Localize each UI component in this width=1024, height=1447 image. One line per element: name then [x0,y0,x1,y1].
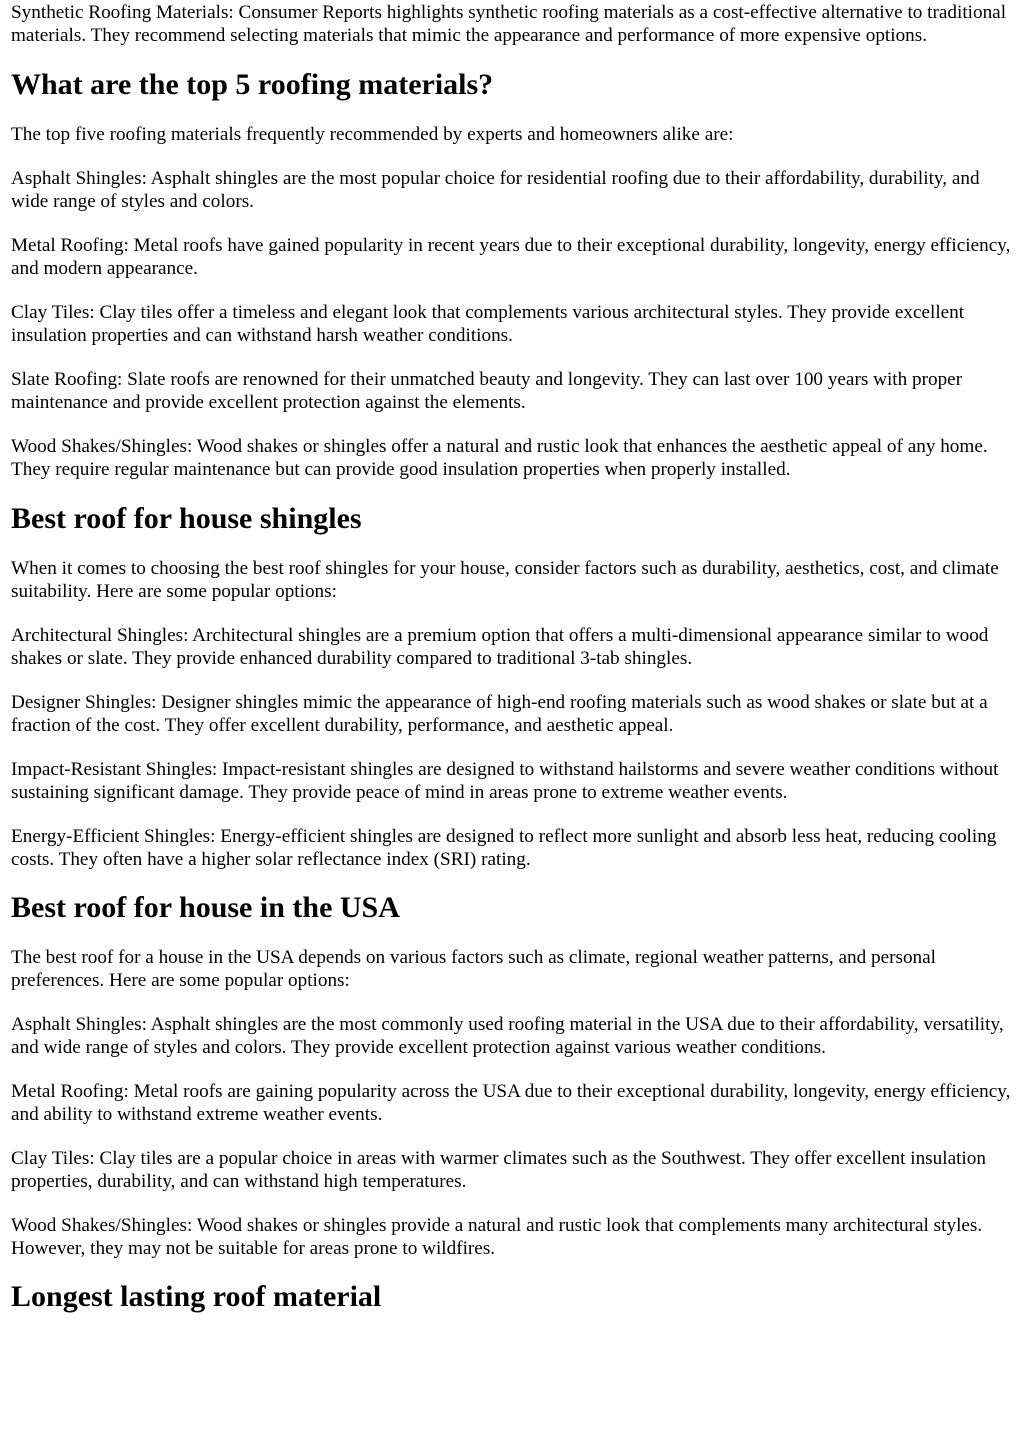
heading-best-roof-shingles: Best roof for house shingles [11,502,362,535]
top5-slate-roofing-paragraph: Slate Roofing: Slate roofs are renowned for their unmatched beauty and longevity. They can last over 100 years with proper maintenance and provide excellent protection against the elements. [11,369,963,413]
top5-metal-roofing-paragraph: Metal Roofing: Metal roofs have gained popularity in recent years due to their exceptional durability, longevity, energy efficiency, and modern appearance. [11,235,1011,279]
section-top-5-roofing-materials [11,123,1012,481]
heading-top-5-roofing-materials: What are the top 5 roofing materials? [11,68,494,101]
usa-intro-paragraph: The best roof for a house in the USA depends on various factors such as climate, regional weather patterns, and personal preferences. Here are some popular options: [11,947,936,991]
shingles-designer-paragraph: Designer Shingles: Designer shingles mimic the appearance of high-end roofing materials such as wood shakes or slate but at a fraction of the cost. They offer excellent durability, performance, and aesthetic appeal. [11,692,988,736]
section-best-roof-shingles [11,557,1012,871]
top5-asphalt-shingles-paragraph: Asphalt Shingles: Asphalt shingles are the most popular choice for residential roofing due to their affordability, durability, and wide range of styles and colors. [11,168,980,212]
article [11,1,1012,1316]
shingles-intro-paragraph: When it comes to choosing the best roof shingles for your house, consider factors such as durability, aesthetics, cost, and climate suitability. Here are some popular options: [11,558,999,602]
top5-intro-paragraph: The top five roofing materials frequently recommended by experts and homeowners alike are: [11,124,734,145]
section-best-roof-usa [11,946,1012,1260]
usa-asphalt-shingles-paragraph: Asphalt Shingles: Asphalt shingles are the most commonly used roofing material in the USA due to their affordability, versatility, and wide range of styles and colors. They provide excellent protection against various weather conditions. [11,1014,1004,1058]
synthetic-roofing-paragraph: Synthetic Roofing Materials: Consumer Reports highlights synthetic roofing materials as a cost-effective alternative to traditional materials. They recommend selecting materials that mimic the appearance and performance of more expensive options. [11,2,1007,46]
shingles-energy-efficient-paragraph: Energy-Efficient Shingles: Energy-efficient shingles are designed to reflect more sunlight and absorb less heat, reducing cooling costs. They often have a higher solar reflectance index (SRI) rating. [11,826,997,870]
shingles-impact-resistant-paragraph: Impact-Resistant Shingles: Impact-resistant shingles are designed to withstand hailstorms and severe weather conditions without sustaining significant damage. They provide peace of mind in areas prone to extreme weather events. [11,759,999,803]
heading-best-roof-usa: Best roof for house in the USA [11,891,400,924]
usa-clay-tiles-paragraph: Clay Tiles: Clay tiles are a popular choice in areas with warmer climates such as the Southwest. They offer excellent insulation properties, durability, and can withstand high temperatures. [11,1148,986,1192]
usa-metal-roofing-paragraph: Metal Roofing: Metal roofs are gaining popularity across the USA due to their exceptional durability, longevity, energy efficiency, and ability to withstand extreme weather events. [11,1081,1011,1125]
heading-longest-lasting-roof: Longest lasting roof material [11,1280,382,1313]
top5-clay-tiles-paragraph: Clay Tiles: Clay tiles offer a timeless and elegant look that complements various architectural styles. They provide excellent insulation properties and can withstand harsh weather conditions. [11,302,965,346]
usa-wood-shakes-paragraph: Wood Shakes/Shingles: Wood shakes or shingles provide a natural and rustic look that complements many architectural styles. However, they may not be suitable for areas prone to wildfires. [11,1215,983,1259]
shingles-architectural-paragraph: Architectural Shingles: Architectural shingles are a premium option that offers a multi-dimensional appearance similar to wood shakes or slate. They provide enhanced durability compared to traditional 3-tab shingles. [11,625,989,669]
top5-wood-shakes-paragraph: Wood Shakes/Shingles: Wood shakes or shingles offer a natural and rustic look that enhances the aesthetic appeal of any home. They require regular maintenance but can provide good insulation properties when properly installed. [11,436,988,480]
